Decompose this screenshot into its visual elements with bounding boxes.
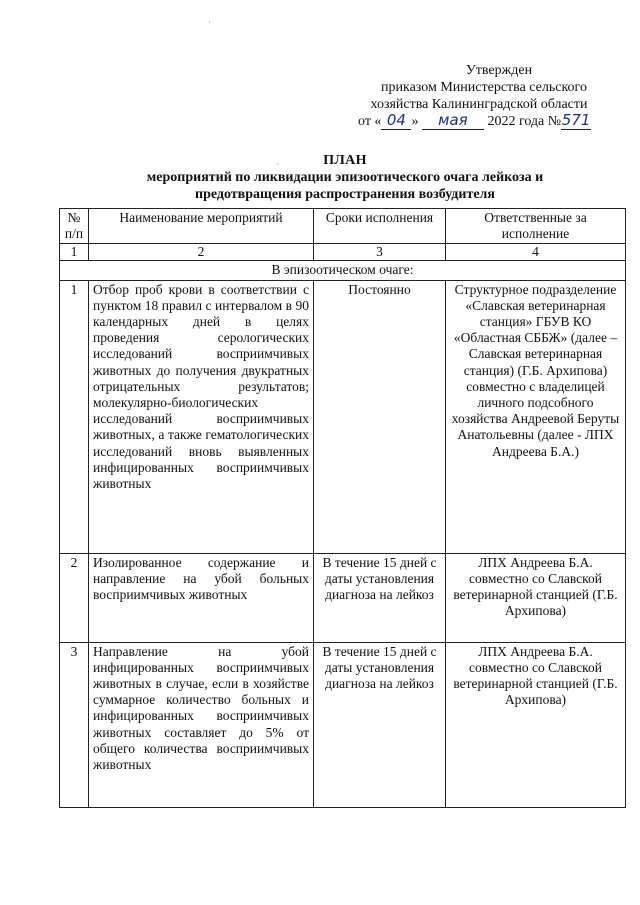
- row-number: 2: [60, 553, 89, 642]
- column-number: 1: [60, 244, 89, 261]
- row-responsible: ЛПХ Андреева Б.А. совместно со Славской ветеринарной станцией (Г.Б. Архипова): [446, 553, 626, 642]
- row-number: 1: [60, 280, 89, 553]
- approval-line-region: хозяйства Калининградской области: [370, 97, 588, 112]
- title-line-3: предотвращения распространения возбудителя: [195, 187, 495, 202]
- order-prefix: от «: [358, 114, 382, 129]
- section-row: [60, 261, 626, 280]
- title-plan: ПЛАН: [323, 153, 367, 168]
- order-line: [344, 113, 614, 130]
- order-month: мая: [438, 111, 468, 129]
- scan-mark: ·: [276, 160, 279, 169]
- column-number: 3: [314, 244, 446, 261]
- approval-heading: Утвержден: [465, 63, 533, 78]
- row-term: В течение 15 дней с даты установления диагноза на лейкоз: [314, 553, 446, 642]
- row-responsible: Структурное подразделение «Славская ветеринарная станция» ГБУВ КО «Областная СББЖ» (далее – Славская ветеринарная станция) (Г.Б. Архипова) совместно с владелицей личного подсобного хозяйства Андреевой Беруты Анатольевны (далее - ЛПХ Андреева Б.А.): [446, 280, 626, 553]
- row-number: 3: [60, 642, 89, 807]
- row-action: Изолированное содержание и направление на убой больных восприимчивых животных: [89, 553, 314, 642]
- order-year: 2022 года №: [487, 114, 562, 129]
- header-action: Наименование мероприятий: [89, 209, 314, 244]
- table-row: [60, 642, 626, 807]
- row-term: Постоянно: [314, 280, 446, 553]
- order-day: 04: [386, 111, 406, 129]
- table-row: [60, 553, 626, 642]
- approval-line-ministry: приказом Министерства сельского: [381, 80, 587, 95]
- column-number: 2: [89, 244, 314, 261]
- approval-block: [344, 62, 614, 130]
- row-action: Отбор проб крови в соответствии с пунктом 18 правил с интервалом в 90 календарных дней в целях проведения серологических исследований восприимчивых животных до получения двукратных отрицательных результатов; молекулярно-биологических исследований восприимчивых животных, а также гематологических исследований вновь выявленных инфицированных восприимчивых животных: [89, 280, 314, 553]
- table-header-row: [60, 209, 626, 244]
- order-mid: »: [411, 114, 419, 129]
- column-number: 4: [446, 244, 626, 261]
- row-action: Направление на убой инфицированных восприимчивых животных в случае, если в хозяйстве суммарное количество больных и инфицированных восприимчивых животных составляет до 5% от общего количества восприимчивых животных: [89, 642, 314, 807]
- header-number: № п/п: [60, 209, 89, 244]
- header-term: Сроки исполнения: [314, 209, 446, 244]
- table-row: [60, 280, 626, 553]
- scan-mark: ·: [208, 18, 211, 27]
- row-term: В течение 15 дней с даты установления диагноза на лейкоз: [314, 642, 446, 807]
- column-number-row: [60, 244, 626, 261]
- plan-table: [59, 208, 626, 808]
- order-number: 571: [561, 111, 591, 129]
- title-line-2: мероприятий по ликвидации эпизоотического очага лейкоза и: [146, 170, 544, 185]
- document-title: [90, 152, 600, 203]
- section-title: В эпизоотическом очаге:: [60, 261, 626, 280]
- header-responsible: Ответственные за исполнение: [446, 209, 626, 244]
- row-responsible: ЛПХ Андреева Б.А. совместно со Славской ветеринарной станцией (Г.Б. Архипова): [446, 642, 626, 807]
